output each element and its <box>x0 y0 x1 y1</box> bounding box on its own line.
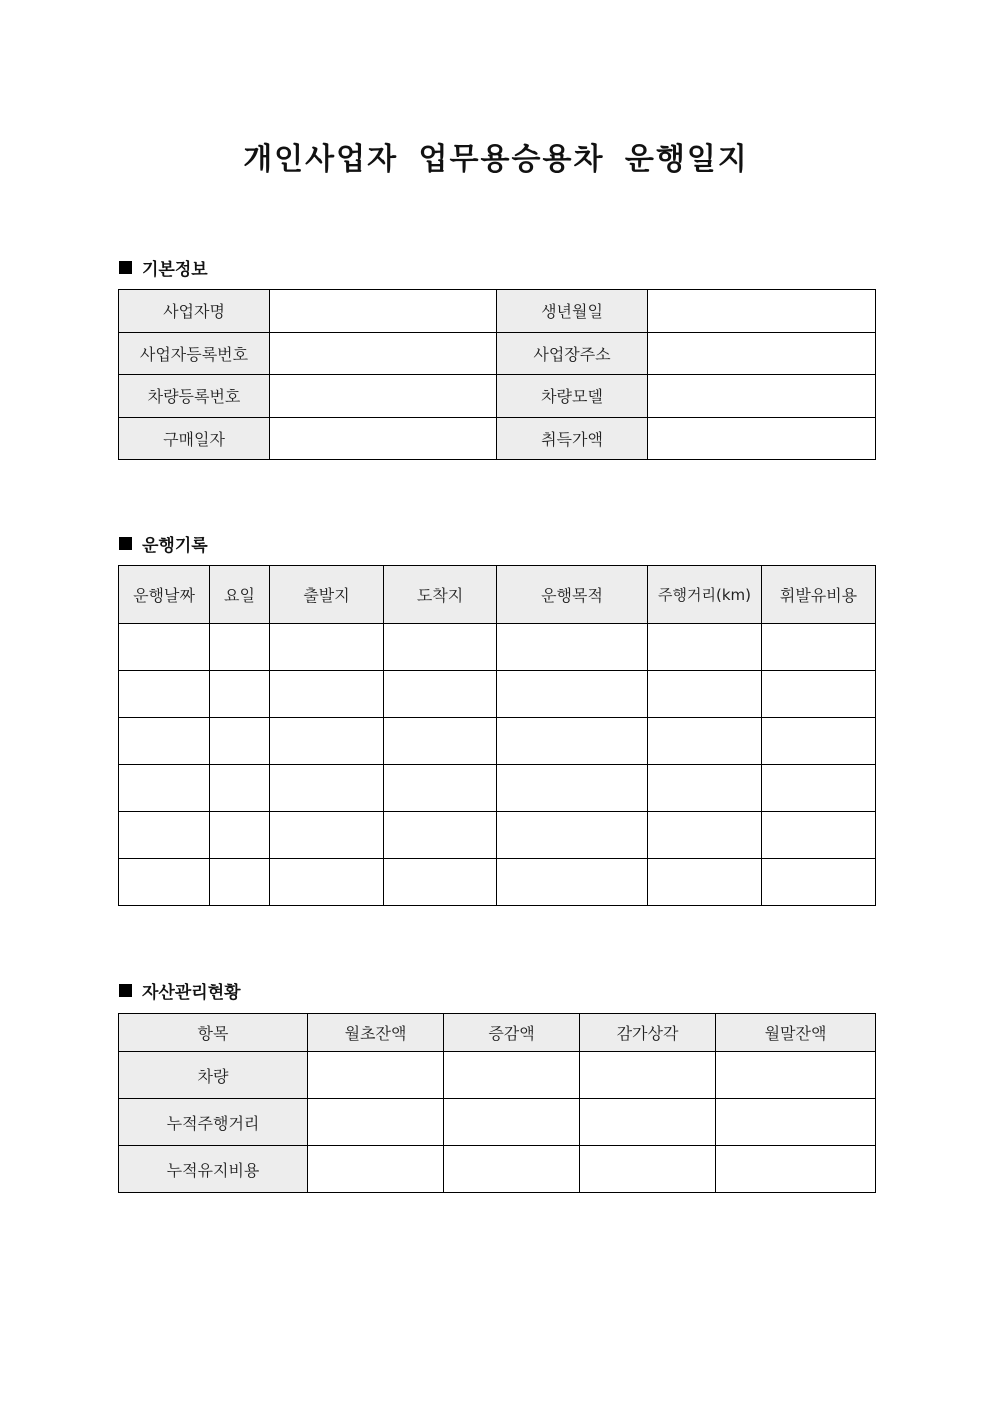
field-value-cell[interactable] <box>648 375 876 418</box>
log-cell[interactable] <box>648 671 762 718</box>
column-header: 월말잔액 <box>716 1014 876 1052</box>
log-cell[interactable] <box>384 624 497 671</box>
asset-cell[interactable] <box>444 1099 580 1146</box>
log-cell[interactable] <box>497 624 648 671</box>
log-cell[interactable] <box>270 624 384 671</box>
asset-cell[interactable] <box>716 1052 876 1099</box>
log-cell[interactable] <box>270 812 384 859</box>
table-row <box>119 765 876 812</box>
section-heading-asset-status: 자산관리현황 <box>119 978 241 1003</box>
column-header: 도착지 <box>384 566 497 624</box>
log-cell[interactable] <box>270 671 384 718</box>
field-label: 사업장주소 <box>497 332 648 375</box>
field-value-cell[interactable] <box>270 375 497 418</box>
log-cell[interactable] <box>210 671 270 718</box>
table-row <box>119 1099 876 1146</box>
log-cell[interactable] <box>648 859 762 906</box>
asset-status-table <box>118 1013 876 1193</box>
log-cell[interactable] <box>270 718 384 765</box>
field-label: 취득가액 <box>497 417 648 460</box>
column-header: 운행목적 <box>497 566 648 624</box>
square-bullet-icon <box>119 984 132 997</box>
field-label: 구매일자 <box>119 417 270 460</box>
table-row <box>119 1146 876 1193</box>
field-label: 차량등록번호 <box>119 375 270 418</box>
table-row <box>119 417 876 460</box>
log-cell[interactable] <box>384 671 497 718</box>
column-header: 월초잔액 <box>308 1014 444 1052</box>
asset-cell[interactable] <box>716 1146 876 1193</box>
column-header: 감가상각 <box>580 1014 716 1052</box>
column-header: 운행날짜 <box>119 566 210 624</box>
log-cell[interactable] <box>762 671 876 718</box>
asset-cell[interactable] <box>308 1099 444 1146</box>
square-bullet-icon <box>119 261 132 274</box>
field-value-cell[interactable] <box>648 332 876 375</box>
log-cell[interactable] <box>119 671 210 718</box>
log-cell[interactable] <box>762 859 876 906</box>
log-cell[interactable] <box>384 859 497 906</box>
field-value-cell[interactable] <box>270 417 497 460</box>
table-row <box>119 812 876 859</box>
log-cell[interactable] <box>119 859 210 906</box>
log-cell[interactable] <box>497 671 648 718</box>
log-cell[interactable] <box>210 765 270 812</box>
column-header: 요일 <box>210 566 270 624</box>
log-cell[interactable] <box>119 812 210 859</box>
log-cell[interactable] <box>648 624 762 671</box>
table-row <box>119 671 876 718</box>
table-row <box>119 375 876 418</box>
asset-cell[interactable] <box>580 1052 716 1099</box>
log-cell[interactable] <box>210 718 270 765</box>
table-row <box>119 332 876 375</box>
log-cell[interactable] <box>119 765 210 812</box>
asset-cell[interactable] <box>580 1099 716 1146</box>
section-heading-driving-log: 운행기록 <box>119 531 208 556</box>
field-value-cell[interactable] <box>270 290 497 333</box>
square-bullet-icon <box>119 537 132 550</box>
field-label: 사업자명 <box>119 290 270 333</box>
asset-cell[interactable] <box>444 1146 580 1193</box>
field-value-cell[interactable] <box>648 290 876 333</box>
asset-cell[interactable] <box>308 1052 444 1099</box>
field-value-cell[interactable] <box>648 417 876 460</box>
asset-cell[interactable] <box>444 1052 580 1099</box>
section-heading-basic-info: 기본정보 <box>119 255 208 280</box>
log-cell[interactable] <box>210 812 270 859</box>
log-cell[interactable] <box>210 859 270 906</box>
log-cell[interactable] <box>384 812 497 859</box>
log-cell[interactable] <box>119 624 210 671</box>
log-cell[interactable] <box>762 624 876 671</box>
column-header: 항목 <box>119 1014 308 1052</box>
log-cell[interactable] <box>270 765 384 812</box>
row-label: 누적주행거리 <box>119 1099 308 1146</box>
column-header: 주행거리(km) <box>648 566 762 624</box>
row-label: 누적유지비용 <box>119 1146 308 1193</box>
table-row <box>119 290 876 333</box>
log-cell[interactable] <box>648 718 762 765</box>
field-label: 차량모델 <box>497 375 648 418</box>
log-cell[interactable] <box>384 718 497 765</box>
log-cell[interactable] <box>497 765 648 812</box>
column-header: 휘발유비용 <box>762 566 876 624</box>
field-value-cell[interactable] <box>270 332 497 375</box>
log-cell[interactable] <box>497 812 648 859</box>
basic-info-table <box>118 289 876 460</box>
log-cell[interactable] <box>648 765 762 812</box>
asset-cell[interactable] <box>308 1146 444 1193</box>
log-cell[interactable] <box>210 624 270 671</box>
field-label: 사업자등록번호 <box>119 332 270 375</box>
table-row <box>119 624 876 671</box>
page-title: 개인사업자 업무용승용차 운행일지 <box>243 142 749 177</box>
log-cell[interactable] <box>119 718 210 765</box>
row-label: 차량 <box>119 1052 308 1099</box>
log-cell[interactable] <box>762 765 876 812</box>
log-cell[interactable] <box>648 812 762 859</box>
log-cell[interactable] <box>762 718 876 765</box>
driving-log-table <box>118 565 876 906</box>
log-cell[interactable] <box>384 765 497 812</box>
table-row <box>119 1052 876 1099</box>
table-row <box>119 718 876 765</box>
log-cell[interactable] <box>497 859 648 906</box>
log-cell[interactable] <box>762 812 876 859</box>
asset-cell[interactable] <box>716 1099 876 1146</box>
field-label: 생년월일 <box>497 290 648 333</box>
column-header: 출발지 <box>270 566 384 624</box>
log-cell[interactable] <box>497 718 648 765</box>
column-header: 증감액 <box>444 1014 580 1052</box>
asset-cell[interactable] <box>580 1146 716 1193</box>
log-cell[interactable] <box>270 859 384 906</box>
table-row <box>119 859 876 906</box>
